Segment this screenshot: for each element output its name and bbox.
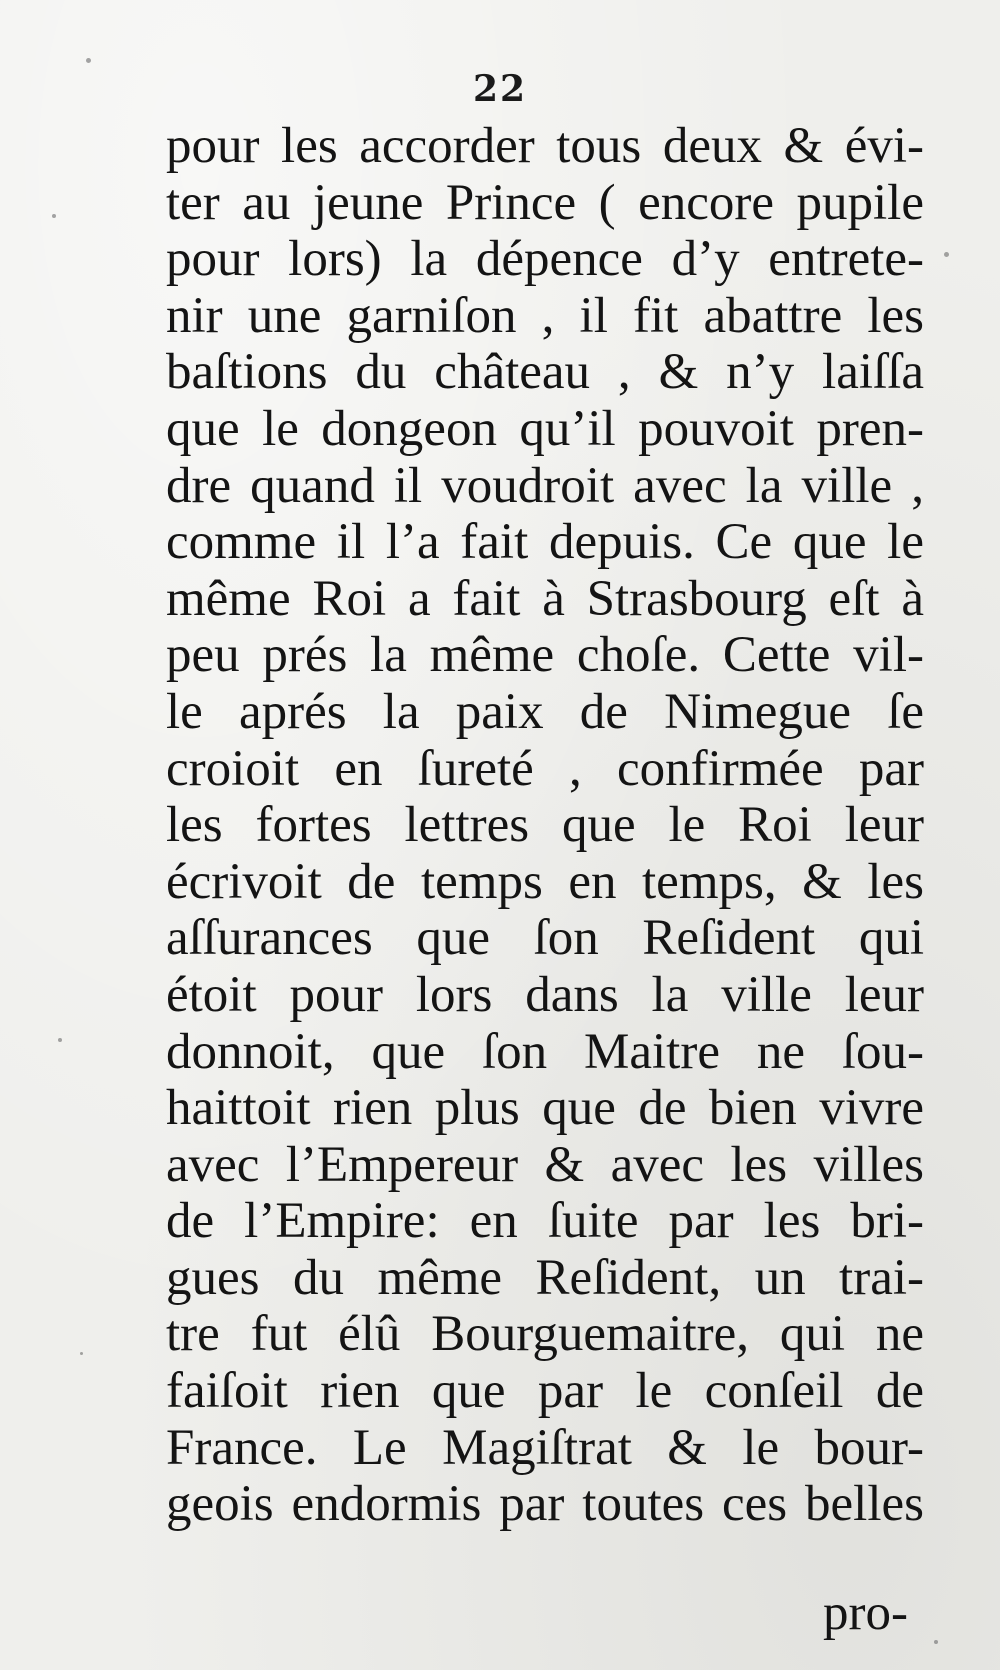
text-line: pour les accorder tous deux & évi-	[166, 118, 924, 174]
text-line: faiſoit rien que par le conſeil de	[166, 1363, 924, 1420]
text-line: haittoit rien plus que de bien vivre	[166, 1080, 924, 1137]
page-number: 22	[472, 68, 528, 110]
paper-speck	[58, 1038, 62, 1042]
text-line: ter au jeune Prince ( encore pupile	[166, 174, 924, 231]
paper-speck	[80, 1352, 83, 1355]
body-text	[166, 118, 924, 1533]
paper-speck	[944, 252, 949, 257]
text-line: écrivoit de temps en temps, & les	[166, 853, 924, 910]
text-line: France. Le Magiſtrat & le bour-	[166, 1419, 924, 1476]
text-line: le aprés la paix de Nimegue ſe	[166, 683, 924, 740]
text-line: baſtions du château , & n’y laiſſa	[166, 344, 924, 401]
text-line: tre fut élû Bourguemaitre, qui ne	[166, 1306, 924, 1363]
text-line: de l’Empire: en ſuite par les bri-	[166, 1193, 924, 1250]
text-line: peu prés la même choſe. Cette vil-	[166, 627, 924, 684]
text-line: avec l’Empereur & avec les villes	[166, 1136, 924, 1193]
text-line: dre quand il voudroit avec la ville ,	[166, 457, 924, 514]
text-line: nir une garniſon , il fit abattre les	[166, 287, 924, 344]
paper-speck	[86, 58, 91, 63]
text-line: que le dongeon qu’il pouvoit pren-	[166, 400, 924, 457]
text-line: geois endormis par toutes ces belles	[166, 1476, 924, 1533]
paper-speck	[52, 214, 56, 218]
text-line: comme il l’a fait depuis. Ce que le	[166, 514, 924, 571]
text-line: même Roi a fait à Strasbourg eſt à	[166, 570, 924, 627]
text-line: croioit en ſureté , confirmée par	[166, 740, 924, 797]
paper-speck	[934, 1640, 938, 1644]
text-line: les fortes lettres que le Roi leur	[166, 797, 924, 854]
text-line: pour lors) la dépence d’y entrete-	[166, 231, 924, 288]
text-line: étoit pour lors dans la ville leur	[166, 966, 924, 1023]
catchword: pro-	[823, 1585, 908, 1641]
text-line: donnoit, que ſon Maitre ne ſou-	[166, 1023, 924, 1080]
text-line: aſſurances que ſon Reſident qui	[166, 910, 924, 967]
text-line: gues du même Reſident, un trai-	[166, 1249, 924, 1306]
